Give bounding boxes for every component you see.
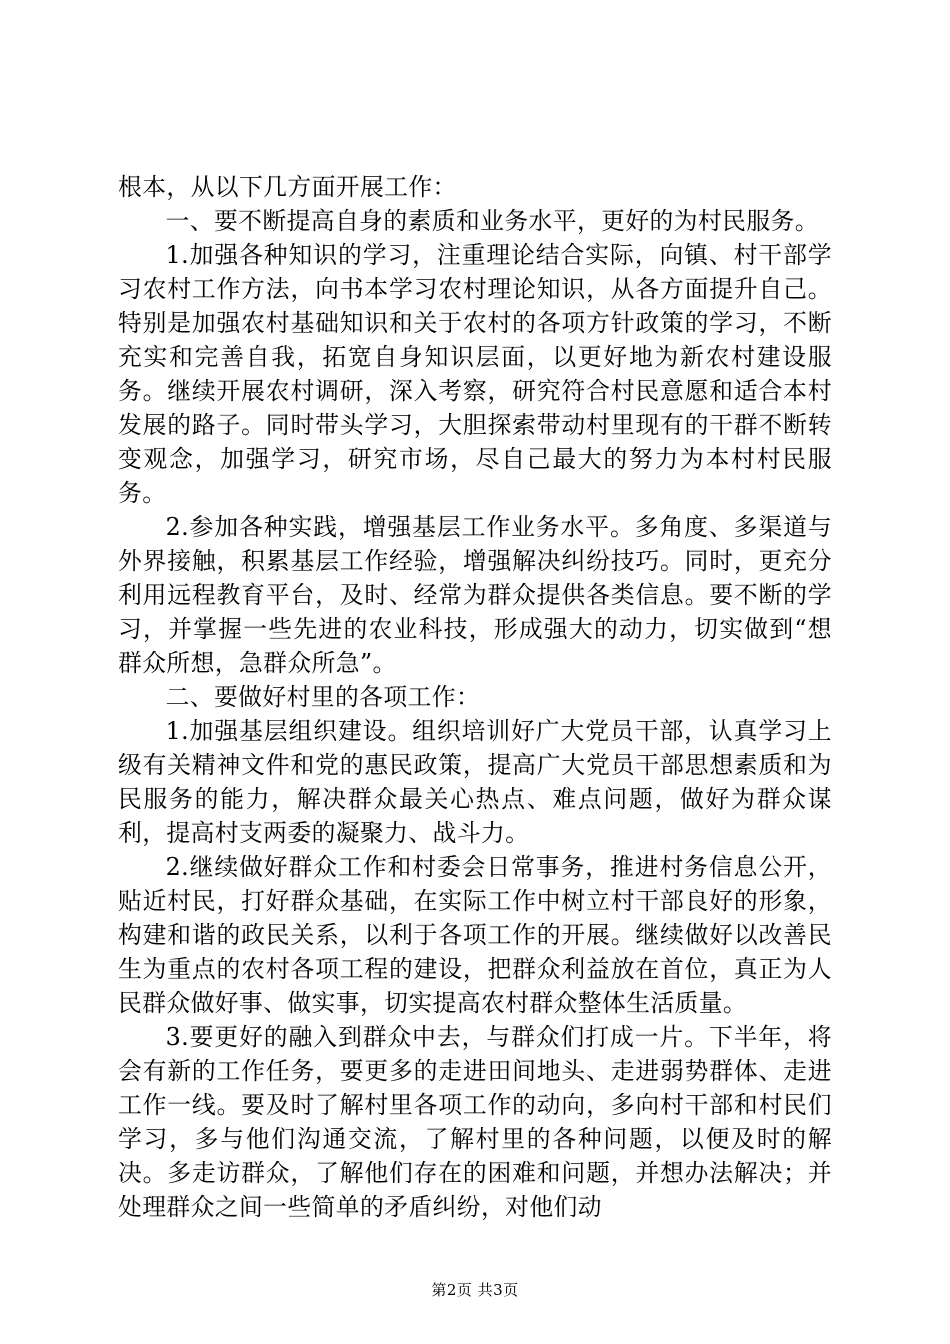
paragraph-intro: 根本，从以下几方面开展工作： [118, 173, 457, 201]
page-number-footer: 第2页 共3页 [431, 1281, 519, 1299]
paragraph-section-two-heading: 二、要做好村里的各项工作： [165, 683, 481, 711]
document-body [118, 170, 832, 1224]
paragraph-section-one-heading: 一、要不断提高自身的素质和业务水平，更好的为村民服务。 [165, 207, 819, 235]
paragraph-section-two-item-3: 3.要更好的融入到群众中去，与群众们打成一片。下半年，将会有新的工作任务，要更多的走进田间地头、走进弱势群体、走进工作一线。要及时了解村里各项工作的动向，多向村干部和村民们学习，多与他们沟通交流，了解村里的各种问题，以便及时的解决。多走访群众，了解他们存在的困难和问题，并想办法解决；并处理群众之间一些简单的矛盾纠纷，对他们动 [118, 1023, 832, 1221]
paragraph-section-one-item-2: 2.参加各种实践，增强基层工作业务水平。多角度、多渠道与外界接触，积累基层工作经验，增强解决纠纷技巧。同时，更充分利用远程教育平台，及时、经常为群众提供各类信息。要不断的学习，并掌握一些先进的农业科技，形成强大的动力，切实做到“想群众所想，急群众所急”。 [118, 513, 832, 677]
paragraph-section-one-item-1: 1.加强各种知识的学习，注重理论结合实际，向镇、村干部学习农村工作方法，向书本学习农村理论知识，从各方面提升自己。特别是加强农村基础知识和关于农村的各项方针政策的学习，不断充实和完善自我，拓宽自身知识层面，以更好地为新农村建设服务。继续开展农村调研，深入考察，研究符合村民意愿和适合本村发展的路子。同时带头学习，大胆探索带动村里现有的干群不断转变观念，加强学习，研究市场，尽自己最大的努力为本村村民服务。 [118, 241, 832, 507]
paragraph-section-two-item-2: 2.继续做好群众工作和村委会日常事务，推进村务信息公开，贴近村民，打好群众基础，在实际工作中树立村干部良好的形象，构建和谐的政民关系，以利于各项工作的开展。继续做好以改善民生为重点的农村各项工程的建设，把群众利益放在首位，真正为人民群众做好事、做实事，切实提高农村群众整体生活质量。 [118, 853, 832, 1017]
paragraph-section-two-item-1: 1.加强基层组织建设。组织培训好广大党员干部，认真学习上级有关精神文件和党的惠民政策，提高广大党员干部思想素质和为民服务的能力，解决群众最关心热点、难点问题，做好为群众谋利，提高村支两委的凝聚力、战斗力。 [118, 717, 832, 847]
